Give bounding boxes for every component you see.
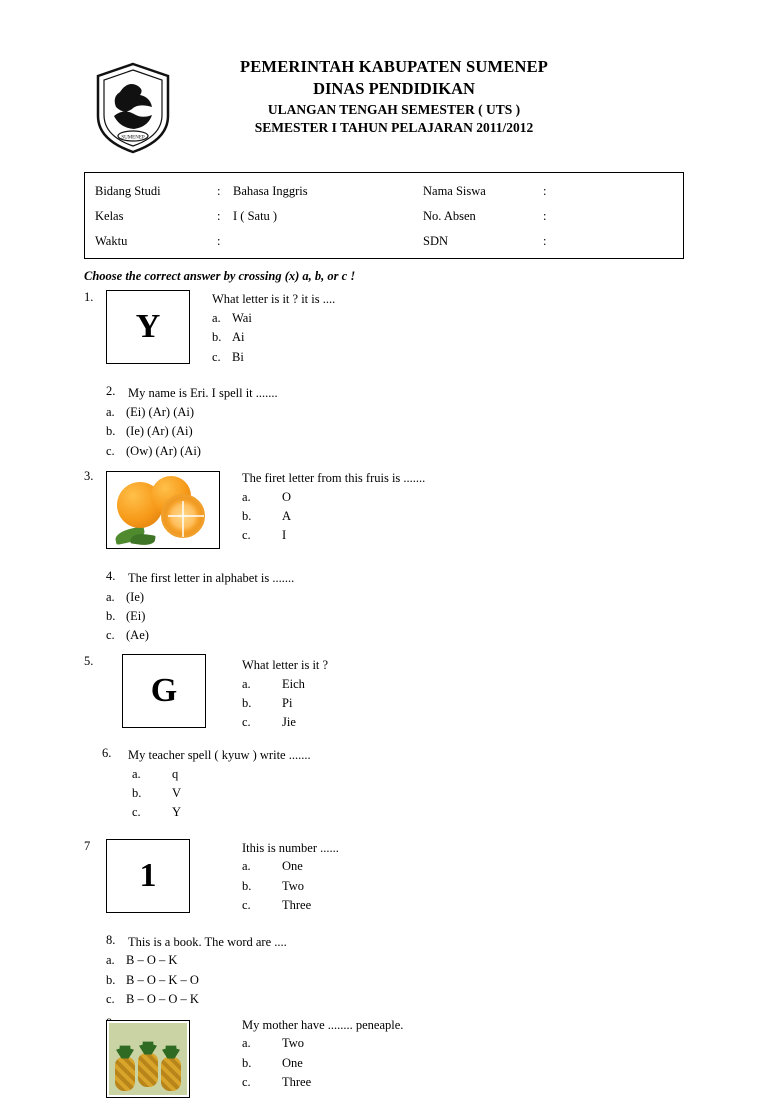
identity-row	[85, 229, 683, 254]
option[interactable]	[106, 626, 684, 645]
option-label: a.	[242, 676, 251, 691]
question-stem: The firet letter from this fruis is .......	[242, 470, 426, 485]
question-body	[242, 839, 339, 916]
leaf-shape	[130, 532, 155, 546]
question-body	[212, 290, 335, 367]
option-label: c.	[242, 528, 251, 543]
option-label: b.	[212, 330, 222, 345]
question-stem: My mother have ........ peneaple.	[242, 1017, 404, 1032]
identity-label-2: No. Absen	[423, 209, 476, 223]
option[interactable]	[106, 422, 684, 441]
pineapple-shape	[161, 1057, 181, 1091]
option[interactable]	[212, 309, 335, 328]
option-text: (Ei) (Ar) (Ai)	[126, 404, 195, 419]
question-number: 7	[84, 838, 91, 853]
option-text: B – O – O – K	[126, 992, 199, 1007]
option-text: Bi	[232, 349, 244, 364]
option[interactable]	[242, 896, 339, 915]
option-label: b.	[106, 424, 116, 439]
question-number: 8.	[106, 932, 116, 947]
option[interactable]	[242, 675, 328, 694]
letter-figure-box	[106, 290, 190, 364]
government-crest-icon	[94, 62, 172, 154]
question-body	[242, 469, 425, 546]
header-line-3: ULANGAN TENGAH SEMESTER ( UTS )	[267, 101, 521, 117]
option-label: b.	[106, 609, 116, 623]
identity-colon-2: :	[543, 184, 547, 198]
option-label: a.	[106, 953, 115, 968]
option[interactable]	[242, 694, 328, 713]
question-number: 4.	[106, 568, 116, 583]
figure-number-1: 1	[106, 839, 190, 913]
student-identity-box	[84, 172, 684, 259]
option-label: a.	[242, 489, 251, 504]
option[interactable]	[132, 784, 684, 803]
question-stem: Ithis is number ......	[242, 840, 339, 855]
option-text: Two	[282, 1036, 305, 1051]
option-text: Wai	[232, 310, 252, 325]
option[interactable]	[242, 713, 328, 732]
document-header	[84, 56, 684, 164]
option[interactable]	[106, 588, 684, 607]
option-label: c.	[242, 898, 251, 913]
option-text: (Ow) (Ar) (Ai)	[126, 443, 201, 458]
figure-letter-y: Y	[106, 290, 190, 364]
option[interactable]	[212, 348, 335, 367]
option-label: b.	[132, 785, 142, 800]
option-label: c.	[106, 628, 115, 643]
option-text: Ai	[232, 330, 245, 345]
identity-label-2: SDN	[423, 234, 449, 248]
option-text: One	[282, 859, 303, 874]
question-stem: My teacher spell ( kyuw ) write .......	[128, 747, 311, 762]
identity-colon-2: :	[543, 209, 547, 223]
question-stem: This is a book. The word are ....	[128, 934, 287, 949]
option-text: Three	[282, 1075, 312, 1089]
letter-figure-box	[122, 654, 206, 728]
identity-label-2: Nama Siswa	[423, 184, 486, 198]
option-label: b.	[242, 509, 252, 523]
option-label: b.	[242, 695, 252, 710]
option-label: a.	[106, 404, 115, 419]
option[interactable]	[242, 1054, 403, 1073]
option[interactable]	[242, 488, 425, 507]
header-line-1: PEMERINTAH KABUPATEN SUMENEP	[239, 57, 549, 76]
option-text: Y	[172, 805, 182, 820]
option-text: (Ae)	[126, 628, 149, 643]
number-figure-box	[106, 839, 190, 913]
option-label: c.	[106, 443, 115, 458]
option[interactable]	[106, 403, 684, 422]
question-5	[84, 654, 684, 740]
question-8	[84, 933, 684, 1010]
option[interactable]	[132, 765, 684, 784]
orange-half	[161, 494, 205, 538]
question-body	[242, 1016, 403, 1093]
question-4	[84, 569, 684, 646]
pineapples-image	[106, 1020, 190, 1098]
option-label: b.	[106, 972, 116, 987]
question-1	[84, 290, 684, 382]
identity-label: Waktu	[95, 234, 128, 248]
option-text: V	[172, 785, 182, 800]
option-label: a.	[242, 859, 251, 874]
option-text: Pi	[282, 695, 293, 710]
option-text: q	[172, 766, 179, 781]
identity-colon: :	[217, 234, 221, 248]
option[interactable]	[106, 442, 684, 461]
option[interactable]	[132, 803, 684, 822]
option-text: O	[282, 489, 292, 504]
option-text: B – O – K	[126, 953, 178, 968]
option-label: a.	[106, 589, 115, 604]
option-text: (Ei)	[126, 609, 146, 623]
question-stem: The first letter in alphabet is .......	[128, 570, 295, 585]
fruit-figure-box	[106, 1020, 190, 1098]
option-label: c.	[212, 349, 221, 364]
option-text: (Ie)	[126, 589, 145, 604]
option-label: c.	[242, 1075, 251, 1089]
option-label: a.	[132, 766, 141, 781]
option[interactable]	[242, 1034, 403, 1053]
option[interactable]	[106, 951, 684, 970]
identity-colon: :	[217, 209, 221, 223]
option-label: c.	[242, 715, 251, 730]
option-text: A	[282, 509, 292, 523]
identity-row	[85, 179, 683, 204]
question-2	[84, 384, 684, 461]
option-label: a.	[212, 310, 221, 325]
identity-colon-2: :	[543, 234, 547, 248]
option[interactable]	[106, 971, 684, 990]
svg-text:SUMENEP: SUMENEP	[121, 135, 145, 141]
question-number: 6.	[102, 745, 112, 760]
option[interactable]	[242, 1073, 403, 1092]
identity-value: I ( Satu )	[233, 209, 278, 223]
header-line-4: SEMESTER I TAHUN PELAJARAN 2011/2012	[254, 120, 534, 136]
option[interactable]	[242, 526, 425, 545]
pineapple-shape	[115, 1057, 135, 1091]
option[interactable]	[106, 990, 684, 1009]
question-6	[84, 746, 684, 823]
option-label: b.	[242, 1055, 252, 1070]
question-9	[84, 1016, 684, 1100]
pineapple-shape	[138, 1053, 158, 1087]
option-label: c.	[106, 992, 115, 1007]
question-body	[242, 656, 328, 733]
fruit-figure-box	[106, 471, 220, 549]
option[interactable]	[106, 607, 684, 626]
option-text: B – O – K – O	[126, 972, 199, 987]
question-7	[84, 839, 684, 927]
question-number: 1.	[84, 290, 94, 304]
option-text: Jie	[282, 715, 296, 730]
option[interactable]	[242, 877, 339, 896]
figure-letter-g: G	[122, 654, 206, 728]
option[interactable]	[242, 857, 339, 876]
identity-label: Bidang Studi	[95, 184, 161, 198]
option-label: b.	[242, 878, 252, 893]
identity-row	[85, 204, 683, 229]
option-label: c.	[132, 805, 141, 820]
option[interactable]	[212, 328, 335, 347]
question-3	[84, 469, 684, 565]
option-text: Two	[282, 878, 305, 893]
question-stem: What letter is it ?	[242, 657, 329, 672]
option-text: One	[282, 1055, 303, 1070]
option-text: I	[282, 528, 287, 543]
identity-value: Bahasa Inggris	[233, 184, 308, 198]
oranges-image	[106, 471, 220, 549]
question-number: 3.	[84, 468, 94, 483]
question-stem: What letter is it ? it is ....	[212, 292, 336, 306]
question-number: 5.	[84, 653, 94, 668]
option-text: Three	[282, 898, 312, 913]
option[interactable]	[242, 507, 425, 526]
question-stem: My name is Eri. I spell it .......	[128, 386, 278, 400]
option-label: a.	[242, 1036, 251, 1051]
identity-colon: :	[217, 184, 221, 198]
question-number: 2.	[106, 384, 116, 398]
header-line-2: DINAS PENDIDIKAN	[313, 79, 475, 99]
option-text: Eich	[282, 676, 305, 691]
option-text: (Ie) (Ar) (Ai)	[126, 424, 193, 439]
identity-label: Kelas	[95, 209, 124, 223]
instruction-text: Choose the correct answer by crossing (x) a, b, or c !	[84, 269, 356, 283]
